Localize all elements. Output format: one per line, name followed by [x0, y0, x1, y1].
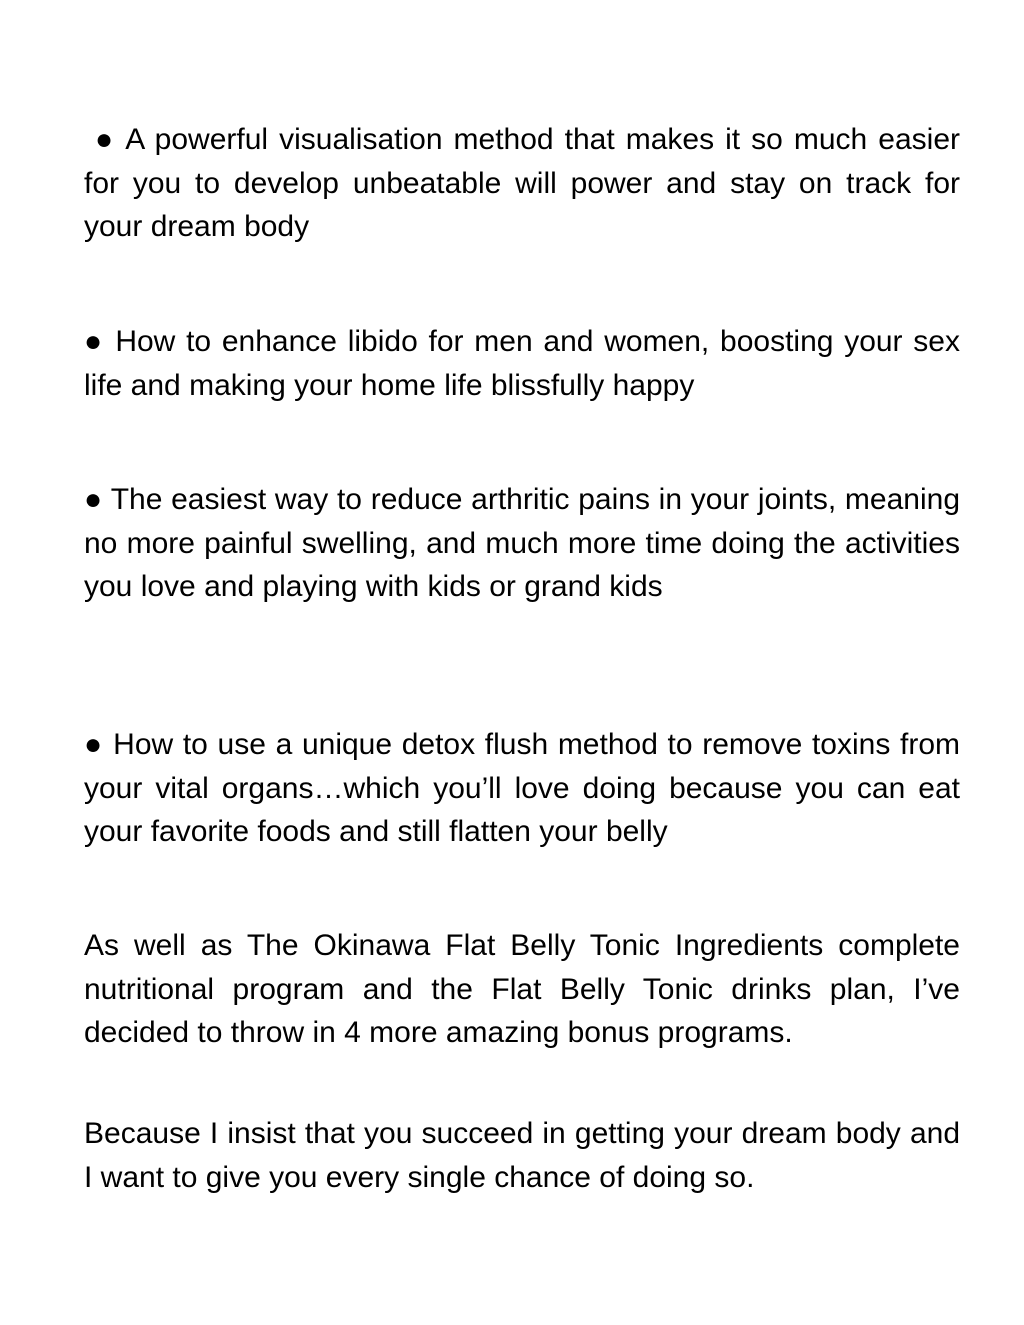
bullet-icon: ● — [84, 728, 104, 761]
bullet-icon: ● — [84, 483, 103, 516]
bullet-icon: ● — [95, 123, 116, 156]
bullet-item-arthritic-pains — [84, 478, 960, 609]
bullet-text: How to enhance libido for men and women, boosting your sex life and making your home life blissfully happy — [84, 325, 960, 402]
paragraph-dream-body: Because I insist that you succeed in getting your dream body and I want to give you every single chance of doing so. — [84, 1117, 960, 1194]
bullet-item-visualisation — [84, 118, 960, 249]
bullet-item-libido — [84, 320, 960, 407]
bullet-item-detox-flush — [84, 723, 960, 854]
bullet-text: A powerful visualisation method that makes it so much easier for you to develop unbeatable will power and stay on track for your dream body — [84, 123, 960, 243]
bullet-icon: ● — [84, 325, 105, 358]
bullet-text: The easiest way to reduce arthritic pains in your joints, meaning no more painful swelling, and much more time doing the activities you love and playing with kids or grand kids — [84, 483, 961, 603]
bullet-text: How to use a unique detox flush method to remove toxins from your vital organs…which you’ll love doing because you can eat your favorite foods and still flatten your belly — [84, 728, 961, 848]
paragraph-bonus-programs: As well as The Okinawa Flat Belly Tonic Ingredients complete nutritional program and the Flat Belly Tonic drinks plan, I’ve decided to throw in 4 more amazing bonus programs. — [84, 929, 960, 1049]
